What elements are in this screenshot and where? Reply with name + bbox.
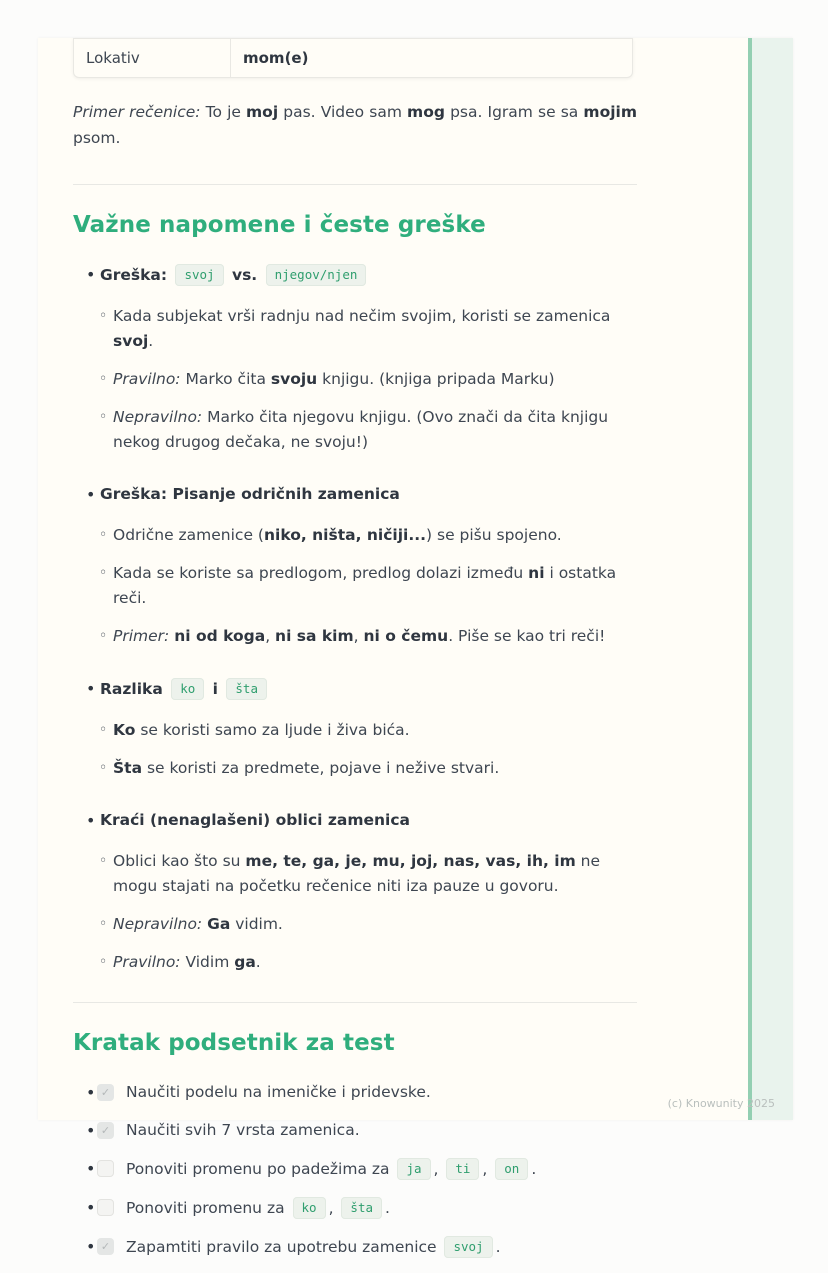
section-title-notes: Važne napomene i česte greške xyxy=(73,212,486,238)
text-run: . xyxy=(255,953,261,971)
code-chip: svoj xyxy=(175,264,223,286)
code-chip: šta xyxy=(341,1197,382,1219)
note-item-heading xyxy=(100,676,637,702)
text-run: Kada subjekat vrši radnju nad nečim svojim, koristi se zamenica xyxy=(113,307,611,325)
text-run: me, te, ga, je, mu, joj, nas, vas, ih, im xyxy=(245,852,576,870)
text-run: . xyxy=(531,1160,537,1178)
checklist-item xyxy=(73,1080,637,1105)
table-cell-case: Lokativ xyxy=(74,39,231,77)
text-run: To je xyxy=(200,103,247,121)
text-run: Ponoviti promenu po padežima za xyxy=(126,1160,395,1178)
text-run: Zapamtiti pravilo za upotrebu zamenice xyxy=(126,1238,442,1256)
text-run: Naučiti svih 7 vrsta zamenica. xyxy=(126,1121,360,1139)
text-run: i xyxy=(207,680,224,698)
text-run: , xyxy=(482,1160,493,1178)
text-run: Pravilno: xyxy=(113,370,181,388)
text-run: . xyxy=(495,1238,501,1256)
note-sub-list xyxy=(100,523,637,649)
note-item xyxy=(73,676,637,781)
text-run: svoj xyxy=(113,332,149,350)
text-run: Ko xyxy=(113,721,136,739)
text-run: ni o čemu xyxy=(363,627,449,645)
declension-table-fragment xyxy=(73,38,633,78)
text-run: Nepravilno: xyxy=(113,915,203,933)
note-item xyxy=(73,482,637,649)
checklist xyxy=(73,1080,637,1260)
note-sub-item xyxy=(100,367,637,392)
text-run: ne mogu stajati na početku rečenice niti iza pauze u govoru. xyxy=(113,852,601,895)
text-run: Naučiti podelu na imeničke i pridevske. xyxy=(126,1083,431,1101)
text-run: moj xyxy=(246,103,279,121)
text-run: , xyxy=(265,627,276,645)
checklist-item xyxy=(73,1156,637,1182)
code-chip: ko xyxy=(293,1197,326,1219)
notes-list xyxy=(73,262,637,975)
text-run: knjigu. (knjiga pripada Marku) xyxy=(317,370,555,388)
text-run: . Piše se kao tri reči! xyxy=(448,627,606,645)
code-chip: on xyxy=(495,1158,528,1180)
checklist-item xyxy=(73,1195,637,1221)
note-sub-item xyxy=(100,405,637,455)
table-cell-form: mom(e) xyxy=(243,49,309,67)
text-run: ni od koga xyxy=(174,627,266,645)
text-run: . xyxy=(148,332,154,350)
text-run: mojim xyxy=(583,103,637,121)
text-run: psa. Igram se sa xyxy=(444,103,584,121)
section-divider xyxy=(73,1002,637,1003)
text-run: Pravilno: xyxy=(113,953,181,971)
note-item xyxy=(73,808,637,975)
text-run: Ponoviti promenu za xyxy=(126,1199,290,1217)
text-run: Greška: Pisanje odričnih zamenica xyxy=(100,485,400,503)
checklist-item xyxy=(73,1118,637,1143)
page-content xyxy=(73,38,637,1273)
check-icon: • ✓ xyxy=(100,1124,111,1137)
text-run: Šta xyxy=(113,759,143,777)
text-run: i ostatka reči. xyxy=(113,564,617,607)
text-run: se koristi za predmete, pojave i nežive stvari. xyxy=(142,759,500,777)
note-item xyxy=(73,262,637,455)
checklist-item-label xyxy=(126,1234,501,1260)
text-run: ni sa kim xyxy=(275,627,354,645)
text-run: Kada se koriste sa predlogom, predlog dolazi između xyxy=(113,564,529,582)
text-run: Greška: xyxy=(100,266,173,284)
code-chip: njegov/njen xyxy=(266,264,367,286)
text-run: ga xyxy=(234,953,256,971)
checkbox-checked[interactable] xyxy=(97,1238,114,1255)
checklist-item-label xyxy=(126,1156,536,1182)
text-run: vidim. xyxy=(230,915,283,933)
note-item-heading xyxy=(100,808,637,833)
text-run: Vidim xyxy=(180,953,235,971)
note-sub-item xyxy=(100,561,637,611)
note-sub-list xyxy=(100,849,637,975)
text-run: Marko čita njegovu knjigu. (Ovo znači da čita knjigu nekog drugog dečaka, ne svoju!) xyxy=(113,408,609,451)
text-run: . xyxy=(385,1199,390,1217)
section-title-checklist: Kratak podsetnik za test xyxy=(73,1030,395,1056)
text-run: Razlika xyxy=(100,680,169,698)
checklist-item-label xyxy=(126,1118,360,1143)
text-run: , xyxy=(433,1160,444,1178)
text-run: Primer rečenice: xyxy=(73,103,201,121)
document-page xyxy=(38,38,793,1256)
checkbox-checked[interactable] xyxy=(97,1084,114,1101)
note-item-heading xyxy=(100,482,637,507)
code-chip: šta xyxy=(226,678,267,700)
note-sub-item xyxy=(100,950,637,975)
note-sub-item xyxy=(100,912,637,937)
code-chip: ja xyxy=(397,1158,430,1180)
text-run: psom. xyxy=(73,129,121,147)
note-sub-list xyxy=(100,304,637,455)
text-run: ni xyxy=(528,564,545,582)
note-sub-item xyxy=(100,756,637,781)
checklist-item-label xyxy=(126,1195,390,1221)
check-icon: • ✓ xyxy=(100,1240,111,1253)
text-run: se koristi samo za ljude i živa bića. xyxy=(135,721,410,739)
text-run: , xyxy=(328,1199,339,1217)
text-run: mog xyxy=(407,103,445,121)
section-divider xyxy=(73,184,637,185)
note-sub-list xyxy=(100,718,637,781)
text-run: Nepravilno: xyxy=(113,408,203,426)
checkbox-unchecked[interactable] xyxy=(97,1199,114,1216)
text-run: , xyxy=(353,627,364,645)
code-chip: svoj xyxy=(444,1236,492,1258)
text-run: Marko čita xyxy=(180,370,271,388)
code-chip: ti xyxy=(446,1158,479,1180)
accent-strip xyxy=(752,38,793,1120)
text-run: Odrične zamenice ( xyxy=(113,526,264,544)
text-run: Kraći (nenaglašeni) oblici zamenica xyxy=(100,811,410,829)
checkbox-checked[interactable] xyxy=(97,1122,114,1139)
footer-copyright: (c) Knowunity 2025 xyxy=(667,1097,775,1110)
text-run: ) se pišu spojeno. xyxy=(426,526,562,544)
checklist-item xyxy=(73,1234,637,1260)
text-run: Ga xyxy=(207,915,231,933)
checklist-item-label xyxy=(126,1080,431,1105)
text-run: svoju xyxy=(270,370,318,388)
text-run: vs. xyxy=(226,266,263,284)
note-sub-item xyxy=(100,849,637,899)
check-icon: • ✓ xyxy=(100,1086,111,1099)
note-item-heading xyxy=(100,262,637,288)
checkbox-unchecked[interactable] xyxy=(97,1160,114,1177)
text-run: niko, ništa, ničiji... xyxy=(263,526,427,544)
note-sub-item xyxy=(100,304,637,354)
note-sub-item xyxy=(100,523,637,548)
text-run: Primer: xyxy=(113,627,170,645)
text-run: Oblici kao što su xyxy=(113,852,246,870)
code-chip: ko xyxy=(171,678,204,700)
note-sub-item xyxy=(100,718,637,743)
example-sentence xyxy=(73,99,637,151)
note-sub-item xyxy=(100,624,637,649)
text-run: pas. Video sam xyxy=(278,103,408,121)
